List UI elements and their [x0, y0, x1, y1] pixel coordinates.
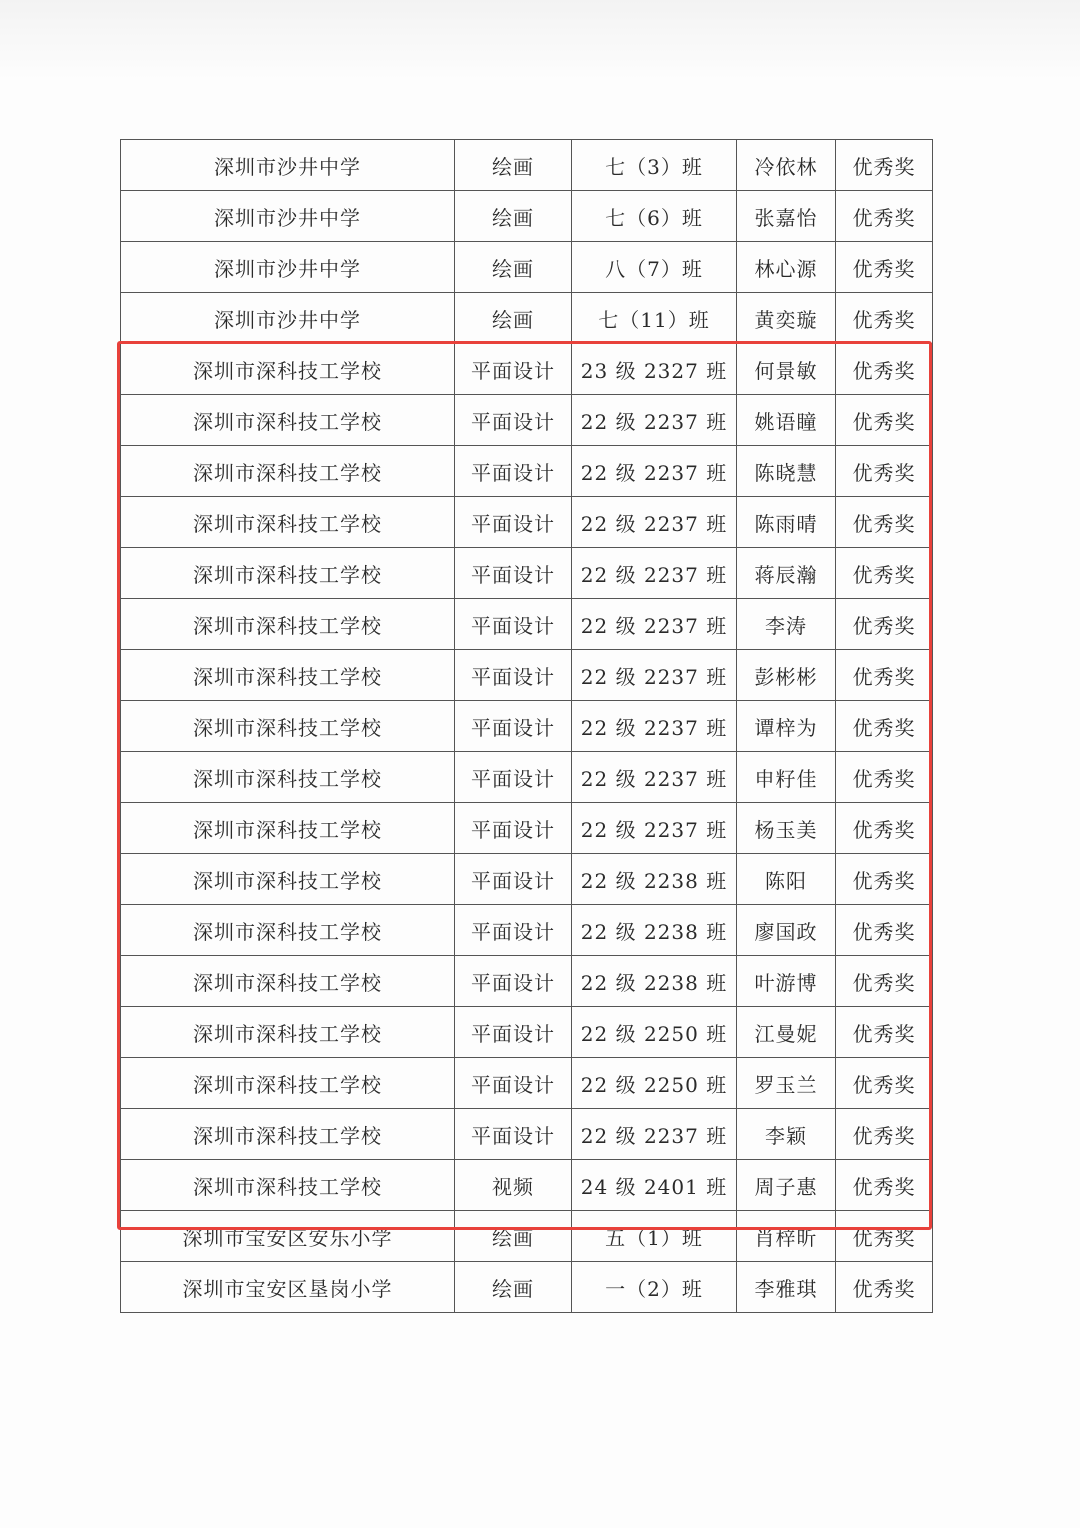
school-cell: 深圳市沙井中学: [121, 140, 455, 191]
table-row: [121, 548, 933, 599]
class-cell: 22 级 2237 班: [572, 599, 737, 650]
class-cell: 22 级 2250 班: [572, 1007, 737, 1058]
school-cell: 深圳市深科技工学校: [121, 701, 455, 752]
category-cell: 绘画: [455, 242, 572, 293]
school-cell: 深圳市沙井中学: [121, 293, 455, 344]
table-row: [121, 1058, 933, 1109]
category-cell: 平面设计: [455, 854, 572, 905]
student-name-cell: 黄奕璇: [737, 293, 836, 344]
school-cell: 深圳市深科技工学校: [121, 752, 455, 803]
award-cell: 优秀奖: [836, 395, 933, 446]
category-cell: 平面设计: [455, 497, 572, 548]
category-cell: 平面设计: [455, 599, 572, 650]
class-cell: 七（6）班: [572, 191, 737, 242]
class-cell: 22 级 2237 班: [572, 1109, 737, 1160]
school-cell: 深圳市深科技工学校: [121, 344, 455, 395]
award-cell: 优秀奖: [836, 344, 933, 395]
award-cell: 优秀奖: [836, 242, 933, 293]
category-cell: 绘画: [455, 1211, 572, 1262]
class-cell: 五（1）班: [572, 1211, 737, 1262]
award-cell: 优秀奖: [836, 1211, 933, 1262]
student-name-cell: 叶游博: [737, 956, 836, 1007]
class-cell: 22 级 2238 班: [572, 905, 737, 956]
student-name-cell: 蒋辰瀚: [737, 548, 836, 599]
category-cell: 平面设计: [455, 446, 572, 497]
school-cell: 深圳市宝安区垦岗小学: [121, 1262, 455, 1313]
award-cell: 优秀奖: [836, 446, 933, 497]
table-row: [121, 701, 933, 752]
table-row: [121, 395, 933, 446]
award-cell: 优秀奖: [836, 599, 933, 650]
student-name-cell: 林心源: [737, 242, 836, 293]
class-cell: 22 级 2237 班: [572, 497, 737, 548]
class-cell: 22 级 2237 班: [572, 752, 737, 803]
school-cell: 深圳市深科技工学校: [121, 548, 455, 599]
category-cell: 平面设计: [455, 803, 572, 854]
award-cell: 优秀奖: [836, 803, 933, 854]
class-cell: 八（7）班: [572, 242, 737, 293]
award-cell: 优秀奖: [836, 140, 933, 191]
student-name-cell: 彭彬彬: [737, 650, 836, 701]
school-cell: 深圳市沙井中学: [121, 191, 455, 242]
award-cell: 优秀奖: [836, 854, 933, 905]
award-cell: 优秀奖: [836, 497, 933, 548]
class-cell: 22 级 2237 班: [572, 650, 737, 701]
school-cell: 深圳市深科技工学校: [121, 650, 455, 701]
table-row: [121, 497, 933, 548]
award-cell: 优秀奖: [836, 1007, 933, 1058]
table-row: [121, 956, 933, 1007]
class-cell: 22 级 2250 班: [572, 1058, 737, 1109]
category-cell: 平面设计: [455, 1007, 572, 1058]
student-name-cell: 冷依林: [737, 140, 836, 191]
class-cell: 七（3）班: [572, 140, 737, 191]
school-cell: 深圳市深科技工学校: [121, 803, 455, 854]
award-cell: 优秀奖: [836, 1160, 933, 1211]
table-row: [121, 1007, 933, 1058]
table-row: [121, 1262, 933, 1313]
class-cell: 23 级 2327 班: [572, 344, 737, 395]
student-name-cell: 张嘉怡: [737, 191, 836, 242]
student-name-cell: 陈晓慧: [737, 446, 836, 497]
school-cell: 深圳市深科技工学校: [121, 599, 455, 650]
student-name-cell: 姚语瞳: [737, 395, 836, 446]
school-cell: 深圳市深科技工学校: [121, 905, 455, 956]
class-cell: 22 级 2238 班: [572, 854, 737, 905]
award-list-table: [120, 139, 933, 1313]
category-cell: 平面设计: [455, 905, 572, 956]
table-row: [121, 1160, 933, 1211]
award-cell: 优秀奖: [836, 1262, 933, 1313]
table-row: [121, 854, 933, 905]
category-cell: 平面设计: [455, 1058, 572, 1109]
student-name-cell: 廖国政: [737, 905, 836, 956]
table-row: [121, 446, 933, 497]
table-row: [121, 242, 933, 293]
table-row: [121, 191, 933, 242]
class-cell: 一（2）班: [572, 1262, 737, 1313]
school-cell: 深圳市宝安区安乐小学: [121, 1211, 455, 1262]
category-cell: 平面设计: [455, 752, 572, 803]
student-name-cell: 江曼妮: [737, 1007, 836, 1058]
table-row: [121, 803, 933, 854]
award-cell: 优秀奖: [836, 191, 933, 242]
school-cell: 深圳市沙井中学: [121, 242, 455, 293]
award-cell: 优秀奖: [836, 650, 933, 701]
student-name-cell: 申籽佳: [737, 752, 836, 803]
school-cell: 深圳市深科技工学校: [121, 1007, 455, 1058]
award-cell: 优秀奖: [836, 701, 933, 752]
category-cell: 平面设计: [455, 344, 572, 395]
table-row: [121, 752, 933, 803]
student-name-cell: 李雅琪: [737, 1262, 836, 1313]
school-cell: 深圳市深科技工学校: [121, 854, 455, 905]
student-name-cell: 肖梓昕: [737, 1211, 836, 1262]
class-cell: 22 级 2237 班: [572, 446, 737, 497]
table-row: [121, 650, 933, 701]
class-cell: 七（11）班: [572, 293, 737, 344]
category-cell: 平面设计: [455, 548, 572, 599]
student-name-cell: 何景敏: [737, 344, 836, 395]
scan-shadow: [0, 0, 1080, 80]
award-cell: 优秀奖: [836, 905, 933, 956]
category-cell: 绘画: [455, 1262, 572, 1313]
category-cell: 绘画: [455, 191, 572, 242]
school-cell: 深圳市深科技工学校: [121, 395, 455, 446]
student-name-cell: 罗玉兰: [737, 1058, 836, 1109]
category-cell: 平面设计: [455, 956, 572, 1007]
award-cell: 优秀奖: [836, 956, 933, 1007]
award-cell: 优秀奖: [836, 752, 933, 803]
student-name-cell: 李颖: [737, 1109, 836, 1160]
school-cell: 深圳市深科技工学校: [121, 446, 455, 497]
award-cell: 优秀奖: [836, 548, 933, 599]
category-cell: 平面设计: [455, 701, 572, 752]
class-cell: 22 级 2237 班: [572, 701, 737, 752]
student-name-cell: 谭梓为: [737, 701, 836, 752]
table-row: [121, 599, 933, 650]
class-cell: 24 级 2401 班: [572, 1160, 737, 1211]
category-cell: 平面设计: [455, 650, 572, 701]
category-cell: 平面设计: [455, 1109, 572, 1160]
award-cell: 优秀奖: [836, 1109, 933, 1160]
category-cell: 平面设计: [455, 395, 572, 446]
table-row: [121, 293, 933, 344]
class-cell: 22 级 2238 班: [572, 956, 737, 1007]
class-cell: 22 级 2237 班: [572, 803, 737, 854]
category-cell: 绘画: [455, 293, 572, 344]
school-cell: 深圳市深科技工学校: [121, 1160, 455, 1211]
school-cell: 深圳市深科技工学校: [121, 1058, 455, 1109]
category-cell: 绘画: [455, 140, 572, 191]
award-cell: 优秀奖: [836, 293, 933, 344]
student-name-cell: 陈雨晴: [737, 497, 836, 548]
table-row: [121, 140, 933, 191]
student-name-cell: 陈阳: [737, 854, 836, 905]
student-name-cell: 周子惠: [737, 1160, 836, 1211]
table-row: [121, 1109, 933, 1160]
category-cell: 视频: [455, 1160, 572, 1211]
student-name-cell: 李涛: [737, 599, 836, 650]
table-row: [121, 344, 933, 395]
school-cell: 深圳市深科技工学校: [121, 1109, 455, 1160]
student-name-cell: 杨玉美: [737, 803, 836, 854]
table-row: [121, 905, 933, 956]
school-cell: 深圳市深科技工学校: [121, 956, 455, 1007]
school-cell: 深圳市深科技工学校: [121, 497, 455, 548]
table-row: [121, 1211, 933, 1262]
class-cell: 22 级 2237 班: [572, 548, 737, 599]
award-cell: 优秀奖: [836, 1058, 933, 1109]
class-cell: 22 级 2237 班: [572, 395, 737, 446]
award-table-body: [121, 140, 933, 1313]
